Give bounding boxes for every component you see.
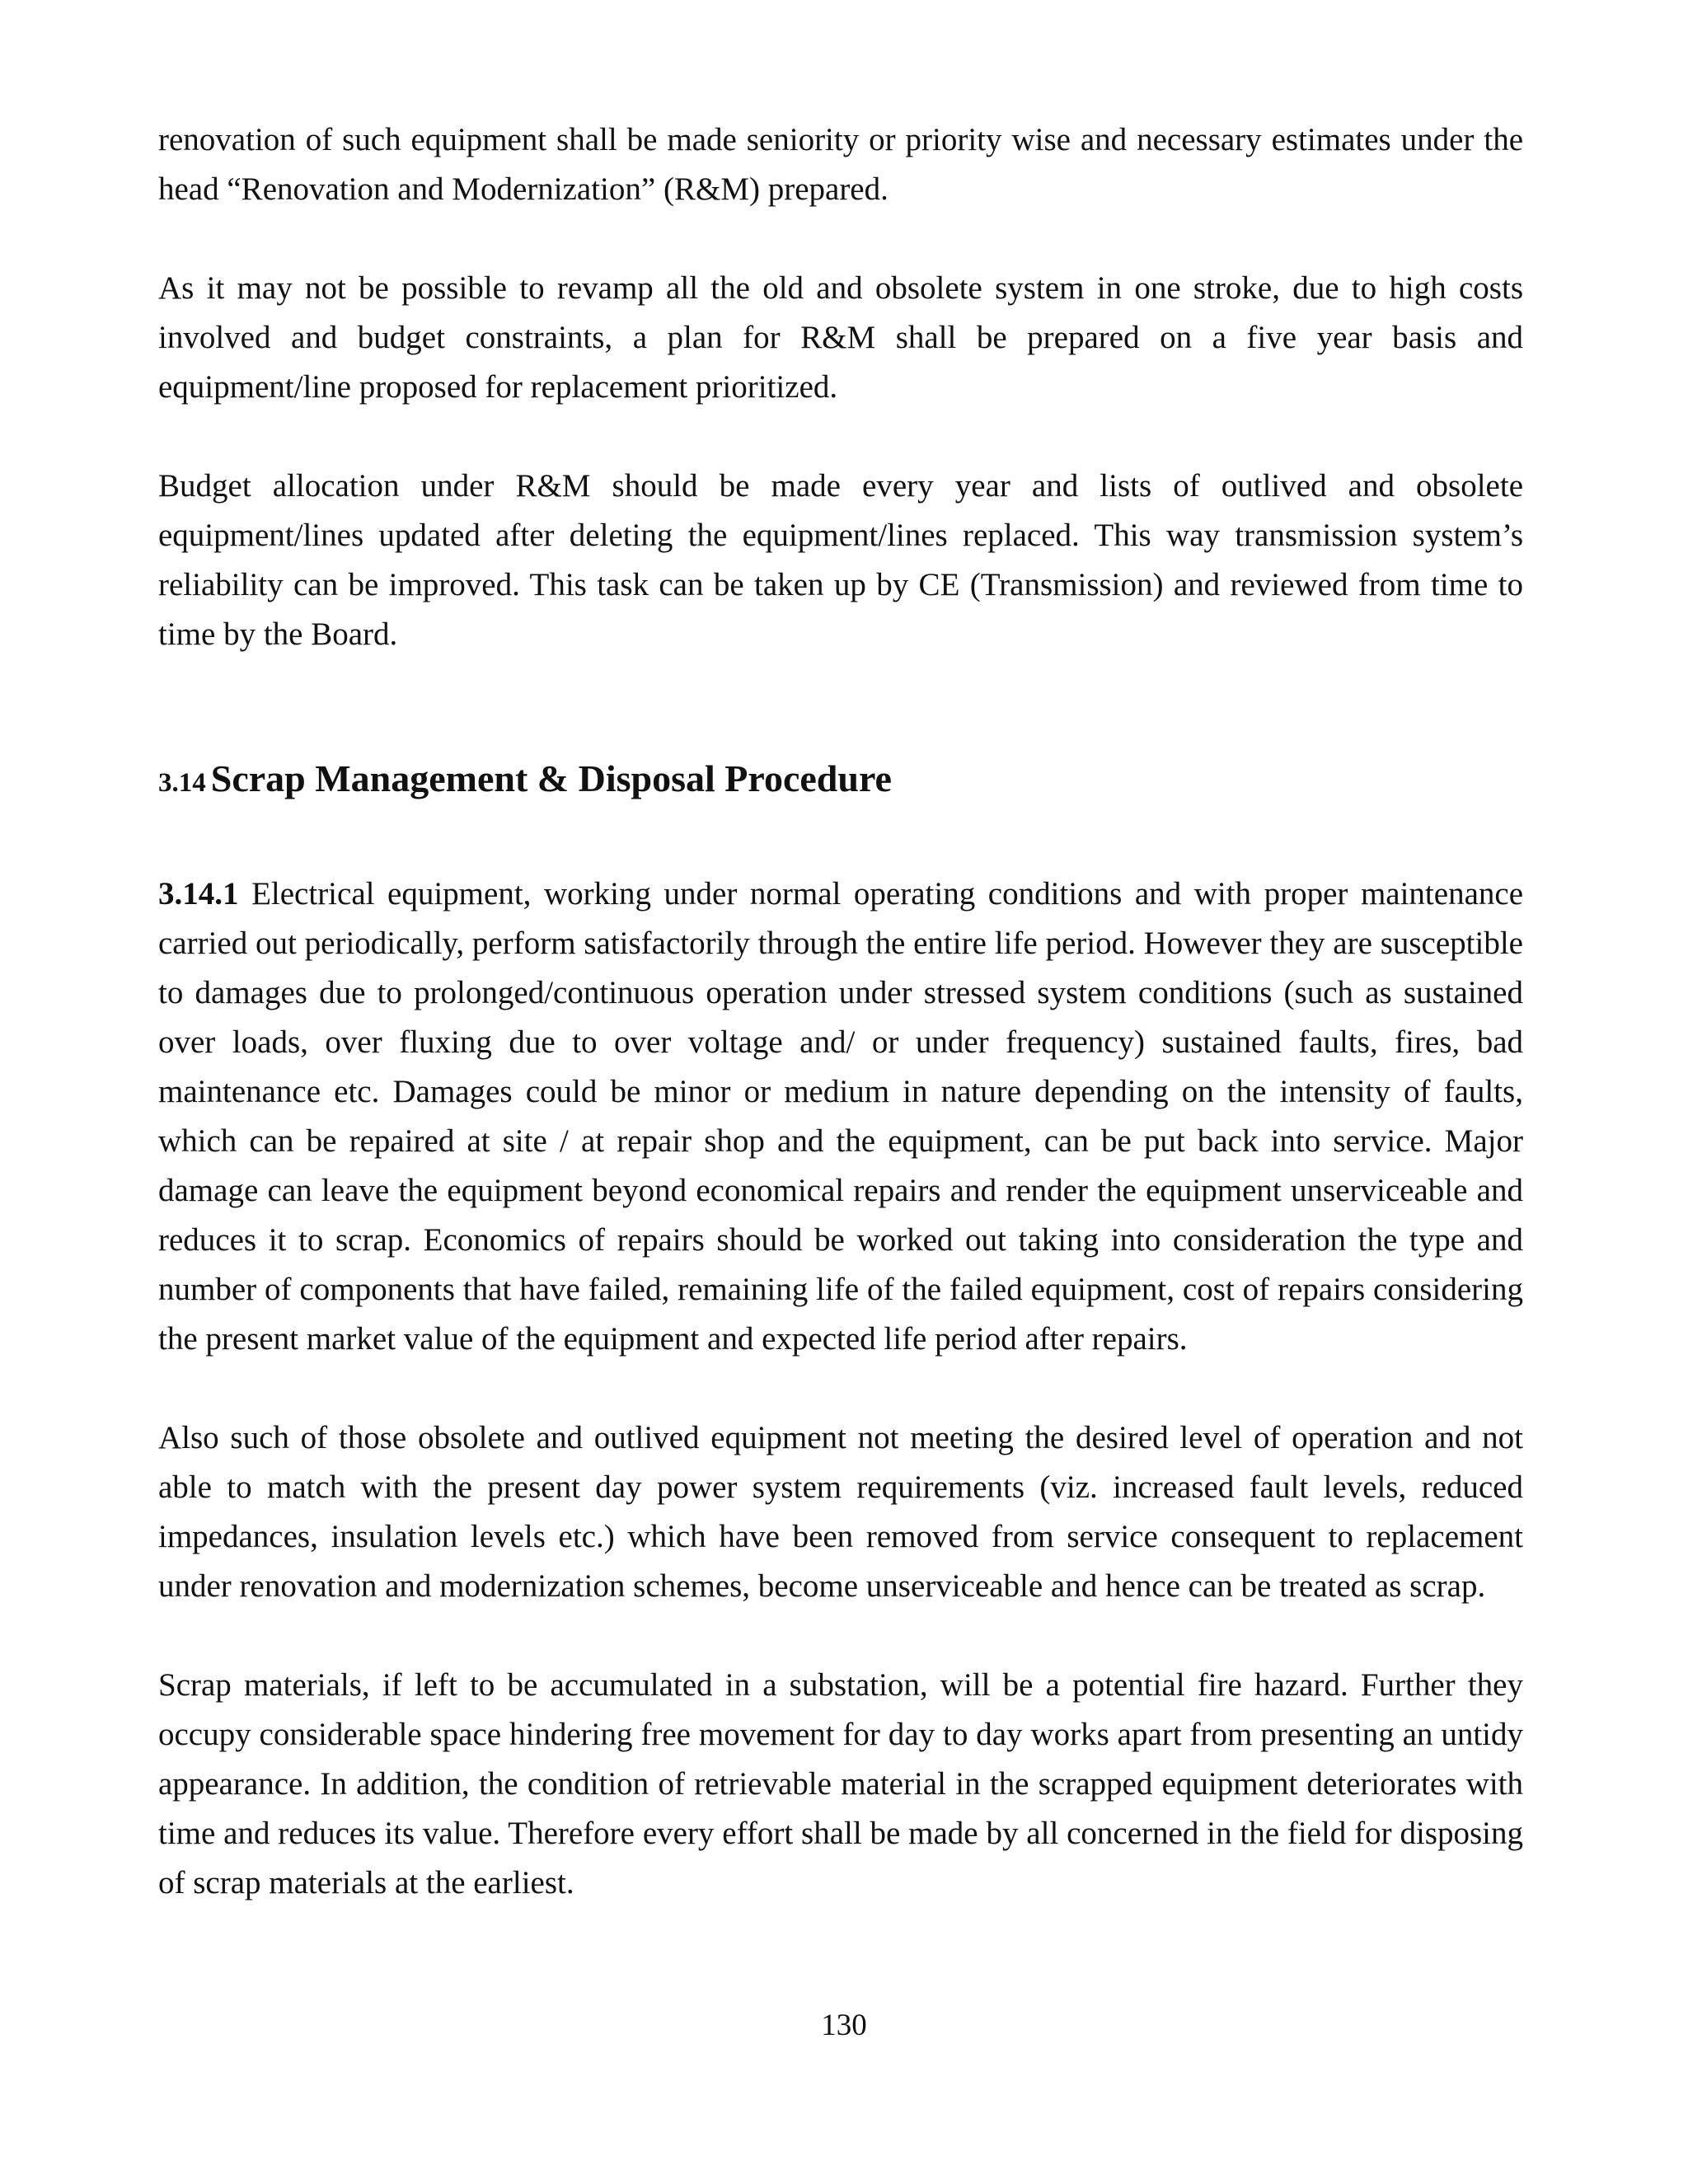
paragraph-obsolete-equipment: Also such of those obsolete and outlived equipment not meeting the desired level of operation and not able to match with the present day power system requirements (viz. increased fault levels, reduced impedances, insulation levels etc.) which have been removed from service consequent to replacement under renovation and modernization schemes, become unserviceable and hence can be treated as scrap.: [158, 1420, 1523, 1604]
paragraph-revamp-plan: As it may not be possible to revamp all the old and obsolete system in one stroke, due to high costs involved and budget constraints, a plan for R&M shall be prepared on a five year basis and equipment/line proposed for replacement prioritized.: [158, 270, 1523, 405]
paragraph-3-14-1: [158, 869, 1523, 1364]
paragraph-scrap-materials: Scrap materials, if left to be accumulated in a substation, will be a potential fire hazard. Further they occupy considerable space hindering free movement for day to day works apart from presenting an untidy appearance. In addition, the condition of retrievable material in the scrapped equipment deteriorates with time and reduces its value. Therefore every effort shall be made by all concerned in the field for disposing of scrap materials at the earliest.: [158, 1667, 1523, 1900]
section-heading: [158, 754, 892, 810]
page-number: 130: [821, 2008, 867, 2042]
paragraph-budget-allocation: Budget allocation under R&M should be made every year and lists of outlived and obsolete equipment/lines updated after deleting the equipment/lines replaced. This way transmission system’s reliability can be improved. This task can be taken up by CE (Transmission) and reviewed from time to time by the Board.: [158, 468, 1523, 652]
paragraph-renovation: renovation of such equipment shall be made seniority or priority wise and necessary estimates under the head “Renovation and Modernization” (R&M) prepared.: [158, 122, 1523, 207]
section-number: 3.14: [158, 768, 206, 798]
top-text-block: [158, 115, 1523, 659]
subsection-number: 3.14.1: [158, 876, 239, 912]
subsection-text: Electrical equipment, working under normal operating conditions and with proper maintenance carried out periodically, perform satisfactorily through the entire life period. However they are susceptible to damages due to prolonged/continuous operation under stressed system conditions (such as sustained over loads, over fluxing due to over voltage and/ or under frequency) sustained faults, fires, bad maintenance etc. Damages could be minor or medium in nature depending on the intensity of faults, which can be repaired at site / at repair shop and the equipment, can be put back into service. Major damage can leave the equipment beyond economical repairs and render the equipment unserviceable and reduces it to scrap. Economics of repairs should be worked out taking into consideration the type and number of components that have failed, remaining life of the failed equipment, cost of repairs considering the present market value of the equipment and expected life period after repairs.: [158, 876, 1524, 1357]
section-body: [158, 869, 1523, 1908]
section-title: Scrap Management & Disposal Procedure: [210, 757, 892, 799]
